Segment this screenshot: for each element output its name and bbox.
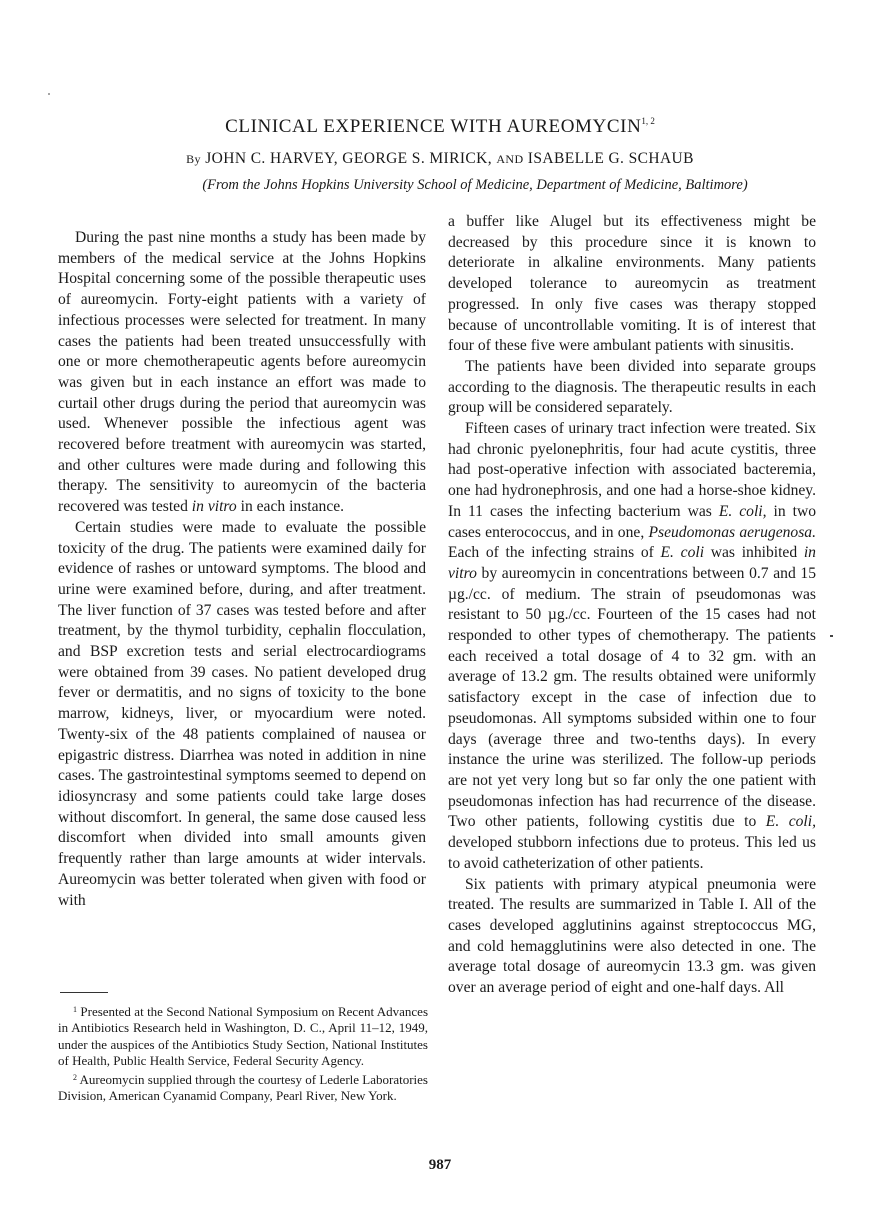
authors-list-2: ISABELLE G. SCHAUB — [527, 150, 694, 167]
footnote-text: Aureomycin supplied through the courtesy of Lederle Laboratories Division, American Cyanamid Company, Pearl River, New York. — [58, 1071, 428, 1104]
paragraph-text: was inhibited — [710, 544, 798, 562]
page-number: 987 — [428, 1157, 452, 1173]
paragraph-intro — [58, 228, 426, 518]
paragraph-groups: The patients have been divided into separate groups according to the diagnosis. The therapeutic results in each group will be considered separately. — [448, 357, 816, 417]
paragraph-text: in two cases enterococcus, and in one, — [448, 502, 816, 541]
paragraph-text: Fifteen cases of urinary tract infection were treated. Six had chronic pyelonephritis, four had acute cystitis, three had post-operative infection with associated bacteremia, one had hydronephrosis, and one had a horse-shoe kidney. In 11 cases the infecting bacterium was — [448, 420, 816, 520]
scan-speck — [48, 93, 50, 95]
footnote-text: Presented at the Second National Symposium on Recent Advances in Antibiotics Research held in Washington, D. C., April 11–12, 1949, under the auspices of the Antibiotics Study Section, National Institutes of Health, Public Health Service, Federal Security Agency. — [58, 1004, 428, 1069]
margin-mark — [830, 635, 833, 637]
footnote-1 — [58, 1002, 428, 1070]
right-column — [448, 212, 816, 999]
authors-conjunction: AND — [496, 152, 524, 166]
footnotes — [58, 1002, 428, 1104]
footnote-2 — [58, 1070, 428, 1105]
footnote-divider — [60, 992, 108, 993]
left-column — [58, 228, 426, 911]
paragraph-toxicity: Certain studies were made to evaluate the possible toxicity of the drug. The patients were examined daily for evidence of rashes or untoward symptoms. The blood and urine were examined before, during, and after treatment. The liver function of 37 cases was tested before and after treatment, by the thymol turbidity, cephalin flocculation, and BSP excretion tests and serial electrocardiograms were obtained from 39 cases. No patient developed drug fever or dermatitis, and no signs of toxicity to the bone marrow, kidneys, liver, or myocardium were noted. Twenty-six of the 48 patients complained of nausea or epigastric distress. Diarrhea was noted in addition in nine cases. The gastrointestinal symptoms seemed to depend on idiosyncrasy and some patients could take large doses without discomfort. In general, the same dose caused less discomfort when divided into small amounts given frequently rather than large amounts at wider intervals. Aureomycin was better tolerated when given with food or with — [58, 518, 426, 909]
italic-term: E. coli, — [718, 502, 767, 520]
footnote-mark: 1 — [73, 1005, 77, 1014]
paragraph-continued: a buffer like Alugel but its effectiveness might be decreased by this procedure since it is known to deteriorate in alkaline environments. Many patients developed tolerance to aureomycin as treatment progressed. In only five cases was therapy stopped because of uncontrollable vomiting. It is of interest that four of these five were ambulant patients with sinusitis. — [448, 213, 816, 355]
article-title — [0, 116, 880, 138]
title-footnote-marks: 1, 2 — [641, 116, 655, 126]
affiliation: (From the Johns Hopkins University School of Medicine, Department of Medicine, Baltimore) — [202, 177, 748, 193]
paragraph-text: During the past nine months a study has been made by members of the medical service at the Johns Hopkins Hospital concerning some of the possible therapeutic uses of aureomycin. Forty-eight patients with a variety of infectious processes were selected for treatment. In many cases the patients had been treated unsuccessfully with one or more chemotherapeutic agents before aureomycin was given but in each instance an effort was made to curtail other drugs during the period that aureomycin was used. Whenever possible the infectious agent was recovered before treatment with aureomycin was started, and other cultures were made during and following this therapy. The sensitivity to aureomycin of the bacteria recovered was tested — [58, 229, 426, 516]
footnote-mark: 2 — [73, 1072, 77, 1082]
paragraph-text: in each instance. — [240, 498, 345, 516]
paragraph-pneumonia: Six patients with primary atypical pneumonia were treated. The results are summarized in Table I. All of the cases developed agglutinins against streptococcus MG, and cold hemagglutinins were also detected in one. The average total dosage of aureomycin 13.3 gm. was given over an average period of eight and one-half days. All — [448, 875, 816, 997]
paragraph-urinary-tract — [448, 419, 816, 874]
italic-term: E. coli, — [765, 813, 816, 831]
italic-term: E. coli — [660, 544, 705, 562]
italic-term: in vitro — [191, 498, 237, 516]
authors-list-1: JOHN C. HARVEY, GEORGE S. MIRICK, — [205, 150, 493, 167]
italic-term: in vitro — [448, 544, 816, 582]
article-title-text: CLINICAL EXPERIENCE WITH AUREOMYCIN — [225, 116, 642, 137]
paragraph-text: by aureomycin in concentrations between 0.7 and 15 µg./cc. of medium. The strain of pseudomonas was resistant to 50 µg./cc. Fourteen of the 15 cases had not responded to other types of chemotherapy. The patients each received a total dosage of 4 to 32 gm. with an average of 13.2 gm. The results obtained were uniformly satisfactory except in the case of infection due to pseudomonas. All symptoms subsided within one to four days (average three and two-tenths days). In every instance the urine was sterilized. The follow-up periods are not yet very long but so far only the one patient with pseudomonas infection has had recurrence of the disease. Two other patients, following cystitis due to — [448, 564, 816, 831]
paragraph-text: developed stubborn infections due to proteus. This led us to avoid catheterization of other patients. — [448, 834, 816, 872]
italic-term: Pseudomonas aerugenosa. — [648, 523, 816, 541]
author-byline — [0, 150, 880, 168]
byline-prefix: By — [186, 152, 201, 166]
paragraph-text: Each of the infecting strains of — [448, 544, 654, 562]
